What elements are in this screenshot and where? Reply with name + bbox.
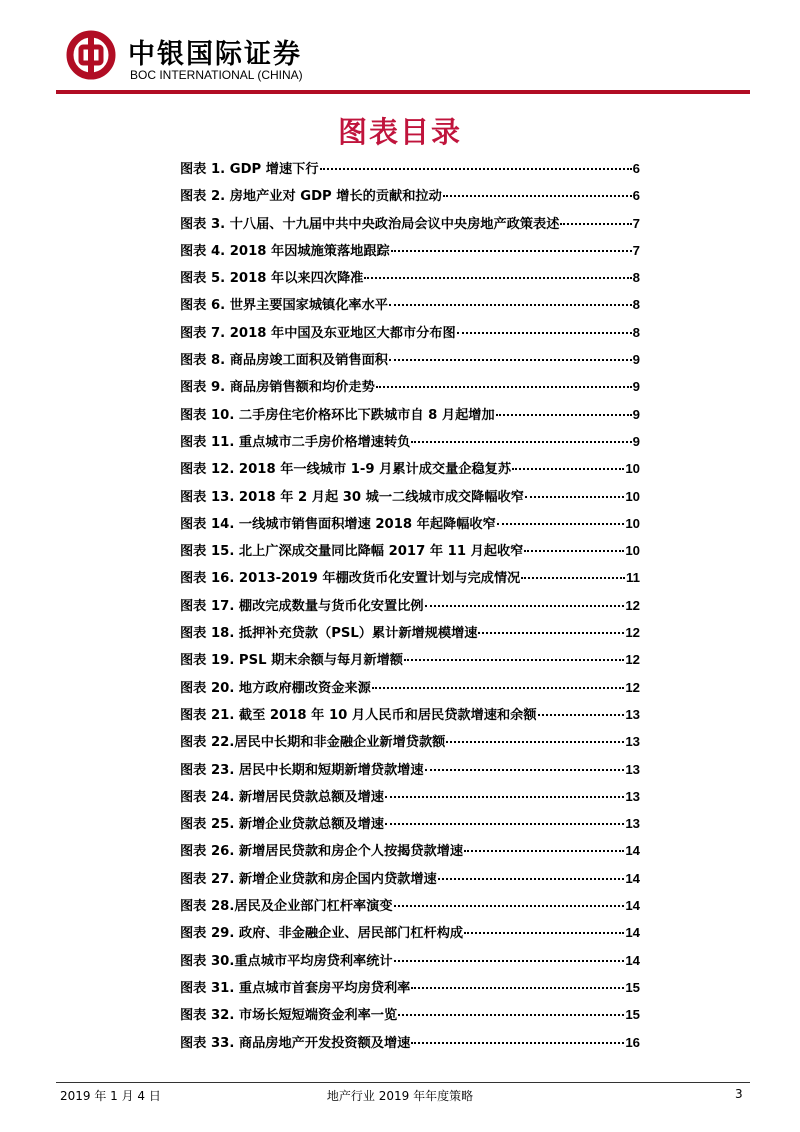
toc-entry-label: 图表 6. 世界主要国家城镇化率水平 xyxy=(180,298,388,314)
toc-entry-label: 图表 25. 新增企业贷款总额及增速 xyxy=(180,817,384,833)
toc-entry-page: 13 xyxy=(625,706,640,722)
toc-entry-label: 图表 18. 抵押补充贷款（PSL）累计新增规模增速 xyxy=(180,626,478,642)
toc-entry-label: 图表 5. 2018 年以来四次降准 xyxy=(180,271,364,287)
toc-entry-page: 11 xyxy=(626,570,640,586)
toc-entry-page: 10 xyxy=(625,543,640,559)
toc-entry[interactable] xyxy=(180,376,640,403)
toc-leader-dots xyxy=(478,632,624,634)
toc-entry[interactable] xyxy=(180,895,640,922)
toc-entry-label: 图表 1. GDP 增速下行 xyxy=(180,162,319,177)
footer-date: 2019 年 1 月 4 日 xyxy=(60,1089,161,1103)
toc-entry[interactable] xyxy=(180,731,640,758)
toc-entry[interactable] xyxy=(180,458,640,485)
toc-entry-label: 图表 23. 居民中长期和短期新增贷款增速 xyxy=(180,762,424,778)
toc-entry-page: 9 xyxy=(632,352,640,368)
toc-entry[interactable] xyxy=(180,158,640,185)
footer-divider xyxy=(56,1082,750,1083)
toc-leader-dots xyxy=(389,359,632,361)
toc-leader-dots xyxy=(464,932,624,934)
toc-leader-dots xyxy=(446,741,624,743)
toc-entry-page: 6 xyxy=(632,188,640,204)
toc-entry[interactable] xyxy=(180,649,640,676)
toc-entry-label: 图表 4. 2018 年因城施策落地跟踪 xyxy=(180,243,390,259)
toc-leader-dots xyxy=(394,905,625,907)
header-divider xyxy=(56,90,750,94)
toc-leader-dots xyxy=(411,987,624,989)
toc-entry-label: 图表 31. 重点城市首套房平均房贷利率 xyxy=(180,980,411,996)
toc-entry-label: 图表 8. 商品房竣工面积及销售面积 xyxy=(180,353,388,369)
toc-entry-page: 12 xyxy=(625,625,640,641)
toc-entry-label: 图表 15. 北上广深成交量同比降幅 2017 年 11 月起收窄 xyxy=(180,544,524,560)
toc-entry-label: 图表 29. 政府、非金融企业、居民部门杠杆构成 xyxy=(180,926,464,942)
toc-entry-page: 7 xyxy=(632,242,640,258)
toc-entry[interactable] xyxy=(180,1004,640,1031)
brand-name-english: BOC INTERNATIONAL (CHINA) xyxy=(130,68,303,82)
toc-leader-dots xyxy=(425,605,625,607)
toc-entry[interactable] xyxy=(180,759,640,786)
toc-leader-dots xyxy=(394,960,625,962)
toc-entry-label: 图表 28.居民及企业部门杠杆率演变 xyxy=(180,899,393,915)
toc-entry-page: 12 xyxy=(625,597,640,613)
toc-entry[interactable] xyxy=(180,704,640,731)
toc-entry-label: 图表 19. PSL 期末余额与每月新增额 xyxy=(180,653,403,669)
toc-leader-dots xyxy=(389,304,632,306)
toc-entry-page: 14 xyxy=(625,952,640,968)
toc-leader-dots xyxy=(560,223,631,225)
toc-leader-dots xyxy=(398,1014,624,1016)
toc-entry-page: 14 xyxy=(625,925,640,941)
toc-entry-page: 12 xyxy=(625,679,640,695)
toc-entry[interactable] xyxy=(180,294,640,321)
toc-leader-dots xyxy=(391,250,632,252)
toc-entry-label: 图表 21. 截至 2018 年 10 月人民币和居民贷款增速和余额 xyxy=(180,707,537,723)
toc-entry-page: 13 xyxy=(625,734,640,750)
toc-leader-dots xyxy=(497,523,625,525)
toc-entry-page: 14 xyxy=(625,843,640,859)
toc-entry[interactable] xyxy=(180,1032,640,1059)
toc-entry-label: 图表 24. 新增居民贷款总额及增速 xyxy=(180,789,384,805)
toc-entry-page: 13 xyxy=(625,816,640,832)
toc-entry-page: 8 xyxy=(632,270,640,286)
toc-entry[interactable] xyxy=(180,431,640,458)
toc-entry[interactable] xyxy=(180,540,640,567)
toc-entry[interactable] xyxy=(180,595,640,622)
toc-entry-label: 图表 12. 2018 年一线城市 1-9 月累计成交量企稳复苏 xyxy=(180,462,512,478)
toc-leader-dots xyxy=(372,687,625,689)
toc-leader-dots xyxy=(464,850,624,852)
toc-entry[interactable] xyxy=(180,977,640,1004)
footer-page-number: 3 xyxy=(735,1087,743,1101)
toc-entry-page: 14 xyxy=(625,898,640,914)
toc-entry-label: 图表 11. 重点城市二手房价格增速转负 xyxy=(180,434,411,450)
toc-entry-page: 10 xyxy=(625,488,640,504)
toc-entry[interactable] xyxy=(180,622,640,649)
toc-leader-dots xyxy=(521,577,625,579)
toc-leader-dots xyxy=(524,550,624,552)
toc-entry-page: 15 xyxy=(625,1007,640,1023)
toc-entry-label: 图表 16. 2013-2019 年棚改货币化安置计划与完成情况 xyxy=(180,571,521,587)
toc-entry[interactable] xyxy=(180,213,640,240)
toc-entry-label: 图表 3. 十八届、十九届中共中央政治局会议中央房地产政策表述 xyxy=(180,216,560,232)
toc-entry-label: 图表 26. 新增居民贷款和房企个人按揭贷款增速 xyxy=(180,844,464,860)
toc-entry[interactable] xyxy=(180,349,640,376)
toc-entry-page: 12 xyxy=(625,652,640,668)
toc-entry[interactable] xyxy=(180,513,640,540)
toc-entry-page: 9 xyxy=(632,379,640,395)
toc-entry-page: 13 xyxy=(625,761,640,777)
toc-entry-label: 图表 22.居民中长期和非金融企业新增贷款额 xyxy=(180,735,446,751)
toc-entry-label: 图表 17. 棚改完成数量与货币化安置比例 xyxy=(180,598,424,614)
toc-leader-dots xyxy=(364,277,631,279)
toc-entry-label: 图表 20. 地方政府棚改资金来源 xyxy=(180,680,371,696)
toc-entry[interactable] xyxy=(180,868,640,895)
toc-leader-dots xyxy=(525,496,624,498)
toc-leader-dots xyxy=(538,714,625,716)
toc-entry-page: 15 xyxy=(625,979,640,995)
toc-leader-dots xyxy=(411,1042,624,1044)
toc-entry[interactable] xyxy=(180,813,640,840)
toc-entry-page: 8 xyxy=(632,324,640,340)
toc-entry[interactable] xyxy=(180,267,640,294)
brand-name-chinese: 中银国际证券 xyxy=(128,39,302,70)
toc-entry-label: 图表 10. 二手房住宅价格环比下跌城市自 8 月起增加 xyxy=(180,407,495,423)
toc-entry-label: 图表 32. 市场长短短端资金利率一览 xyxy=(180,1008,398,1024)
toc-entry-label: 图表 13. 2018 年 2 月起 30 城一二线城市成交降幅收窄 xyxy=(180,489,524,505)
toc-leader-dots xyxy=(385,823,624,825)
toc-entry-page: 6 xyxy=(632,161,640,176)
toc-entry-page: 10 xyxy=(625,461,640,477)
toc-leader-dots xyxy=(320,168,632,170)
toc-leader-dots xyxy=(457,332,632,334)
toc-entry-page: 8 xyxy=(632,297,640,313)
toc-entry[interactable] xyxy=(180,486,640,513)
toc-leader-dots xyxy=(496,414,632,416)
toc-entry-label: 图表 30.重点城市平均房贷利率统计 xyxy=(180,953,393,969)
toc-entry-label: 图表 2. 房地产业对 GDP 增长的贡献和拉动 xyxy=(180,189,442,205)
footer-report-title: 地产行业 2019 年年度策略 xyxy=(326,1089,474,1103)
toc-leader-dots xyxy=(404,659,624,661)
toc-leader-dots xyxy=(438,878,625,880)
toc-entry-page: 16 xyxy=(625,1034,640,1050)
toc-leader-dots xyxy=(512,468,624,470)
toc-entry-label: 图表 7. 2018 年中国及东亚地区大都市分布图 xyxy=(180,325,456,341)
toc-entry[interactable] xyxy=(180,950,640,977)
toc-entry-label: 图表 33. 商品房地产开发投资额及增速 xyxy=(180,1035,411,1051)
toc-entry[interactable] xyxy=(180,922,640,949)
boc-logo-icon xyxy=(66,30,116,80)
toc-entry[interactable] xyxy=(180,240,640,267)
toc-entry-label: 图表 27. 新增企业贷款和房企国内贷款增速 xyxy=(180,871,437,887)
toc-entry-page: 9 xyxy=(632,433,640,449)
toc-entry-label: 图表 14. 一线城市销售面积增速 2018 年起降幅收窄 xyxy=(180,516,496,532)
toc-entry[interactable] xyxy=(180,185,640,212)
table-of-figures xyxy=(180,158,640,1059)
toc-entry[interactable] xyxy=(180,322,640,349)
toc-entry[interactable] xyxy=(180,567,640,594)
toc-entry-page: 9 xyxy=(632,406,640,422)
toc-entry-page: 13 xyxy=(625,788,640,804)
toc-entry[interactable] xyxy=(180,677,640,704)
toc-entry[interactable] xyxy=(180,840,640,867)
page-title: 图表目录 xyxy=(337,115,462,149)
toc-leader-dots xyxy=(425,769,625,771)
toc-entry-page: 7 xyxy=(632,215,640,231)
toc-leader-dots xyxy=(376,386,632,388)
toc-entry-page: 14 xyxy=(625,870,640,886)
toc-leader-dots xyxy=(443,195,632,197)
toc-entry[interactable] xyxy=(180,786,640,813)
report-header xyxy=(56,22,750,92)
toc-entry[interactable] xyxy=(180,404,640,431)
toc-leader-dots xyxy=(411,441,631,443)
toc-entry-label: 图表 9. 商品房销售额和均价走势 xyxy=(180,380,375,396)
toc-entry-page: 10 xyxy=(625,515,640,531)
toc-leader-dots xyxy=(385,796,624,798)
